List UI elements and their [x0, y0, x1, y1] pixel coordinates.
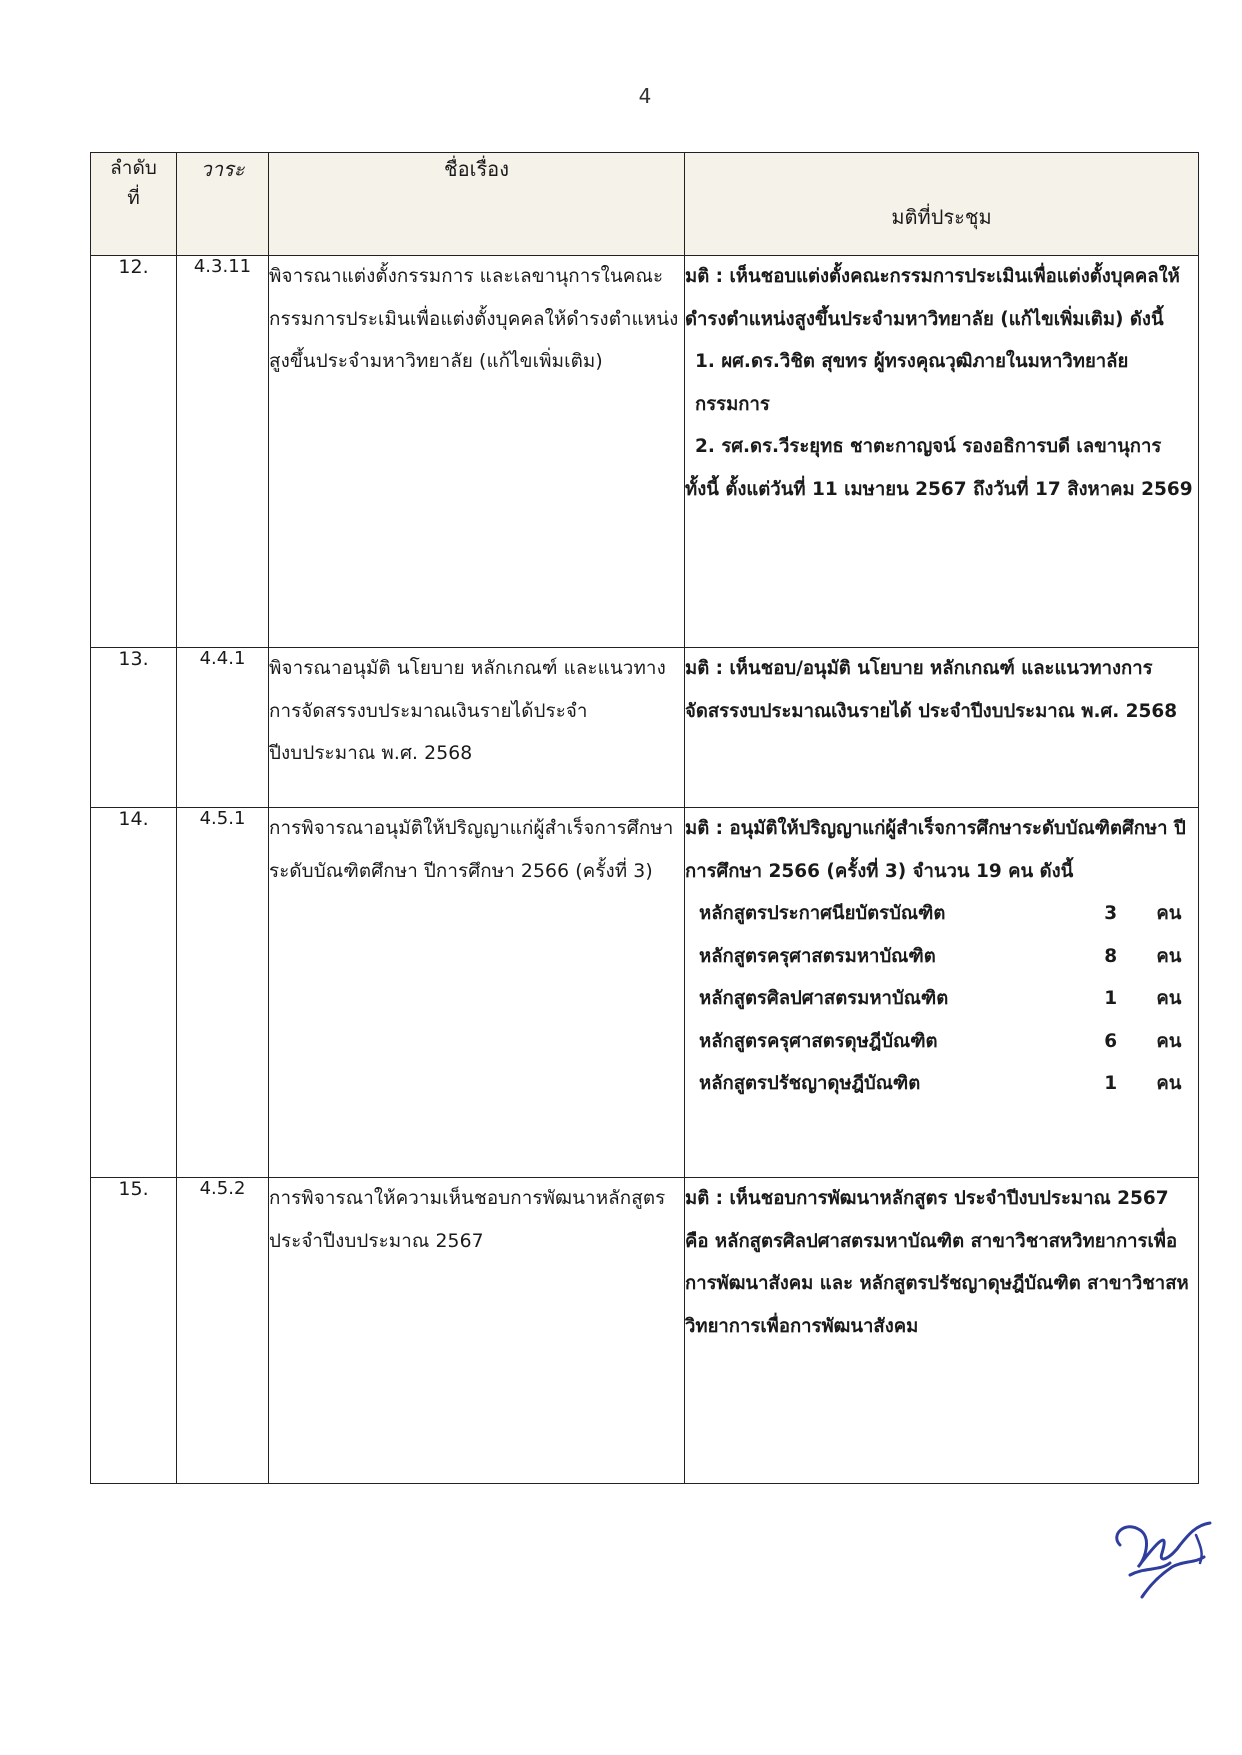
page-number: 4 — [638, 84, 652, 108]
row-subject: การพิจารณาอนุมัติให้ปริญญาแก่ผู้สำเร็จการศึกษาระดับบัณฑิตศึกษา ปีการศึกษา 2566 (ครั้งที่ 3) — [269, 808, 685, 1178]
degree-count: 3 — [1104, 903, 1118, 924]
resolution-line: มติ : เห็นชอบ/อนุมัติ นโยบาย หลักเกณฑ์ และแนวทางการจัดสรรงบประมาณเงินรายได้ ประจำปีงบประมาณ พ.ศ. 2568 — [685, 658, 1178, 722]
degree-list — [685, 893, 1198, 1106]
row-agenda: 4.3.11 — [177, 256, 269, 648]
degree-row — [699, 936, 1198, 979]
row-agenda: 4.4.1 — [177, 648, 269, 808]
header-subject: ชื่อเรื่อง — [269, 153, 685, 256]
table-row — [91, 256, 1199, 648]
degree-row — [699, 1021, 1198, 1064]
table-row — [91, 808, 1199, 1178]
header-order-line1: ลำดับ — [110, 157, 157, 179]
row-subject: การพิจารณาให้ความเห็นชอบการพัฒนาหลักสูตร ประจำปีงบประมาณ 2567 — [269, 1178, 685, 1484]
row-agenda: 4.5.2 — [177, 1178, 269, 1484]
row-resolution — [685, 648, 1199, 808]
resolution-line: 1. ผศ.ดร.วิชิต สุขทร ผู้ทรงคุณวุฒิภายในมหาวิทยาลัย กรรมการ — [695, 351, 1129, 415]
row-subject: พิจารณาแต่งตั้งกรรมการ และเลขานุการในคณะกรรมการประเมินเพื่อแต่งตั้งบุคคลให้ดำรงตำแหน่งสูงขึ้นประจำมหาวิทยาลัย (แก้ไขเพิ่มเติม) — [269, 256, 685, 648]
row-number: 15. — [91, 1178, 177, 1484]
degree-row — [699, 1063, 1198, 1106]
header-order-line2: ที่ — [127, 187, 140, 209]
resolution-line: มติ : เห็นชอบการพัฒนาหลักสูตร ประจำปีงบประมาณ 2567 คือ หลักสูตรศิลปศาสตรมหาบัณฑิต สาขาวิชาสหวิทยาการเพื่อการพัฒนาสังคม และ หลักสูตรปรัชญาดุษฎีบัณฑิต สาขาวิชาสหวิทยาการเพื่อการพัฒนาสังคม — [685, 1188, 1189, 1337]
degree-name: หลักสูตรครุศาสตรมหาบัณฑิต — [699, 945, 936, 967]
degree-row — [699, 978, 1198, 1021]
header-agenda: วาระ — [177, 153, 269, 256]
row-resolution — [685, 1178, 1199, 1484]
table-row — [91, 648, 1199, 808]
row-resolution — [685, 256, 1199, 648]
degree-unit: คน — [1156, 988, 1182, 1009]
degree-count: 6 — [1104, 1030, 1118, 1052]
degree-unit: คน — [1156, 903, 1182, 924]
resolution-line: มติ : อนุมัติให้ปริญญาแก่ผู้สำเร็จการศึกษาระดับบัณฑิตศึกษา ปีการศึกษา 2566 (ครั้งที่ 3) จำนวน 19 คน ดังนี้ — [685, 818, 1186, 882]
signature-mark — [1100, 1505, 1230, 1615]
resolution-line: ทั้งนี้ ตั้งแต่วันที่ 11 เมษายน 2567 ถึงวันที่ 17 สิงหาคม 2569 — [685, 478, 1193, 500]
row-number: 13. — [91, 648, 177, 808]
header-order — [91, 153, 177, 256]
degree-unit: คน — [1156, 1073, 1182, 1094]
header-row — [91, 153, 1199, 256]
row-number: 12. — [91, 256, 177, 648]
resolution-line: 2. รศ.ดร.วีระยุทธ ชาตะกาญจน์ รองอธิการบดี เลขานุการ — [695, 436, 1162, 457]
row-agenda: 4.5.1 — [177, 808, 269, 1178]
minutes-table — [90, 152, 1199, 1484]
degree-count: 1 — [1104, 1073, 1118, 1094]
row-subject: พิจารณาอนุมัติ นโยบาย หลักเกณฑ์ และแนวทางการจัดสรรงบประมาณเงินรายได้ประจำปีงบประมาณ พ.ศ. 2568 — [269, 648, 685, 808]
degree-row — [699, 893, 1198, 936]
degree-unit: คน — [1156, 945, 1182, 967]
degree-name: หลักสูตรศิลปศาสตรมหาบัณฑิต — [699, 988, 949, 1009]
degree-name: หลักสูตรประกาศนียบัตรบัณฑิต — [699, 903, 946, 924]
row-number: 14. — [91, 808, 177, 1178]
degree-name: หลักสูตรปรัชญาดุษฎีบัณฑิต — [699, 1073, 921, 1094]
row-resolution — [685, 808, 1199, 1178]
degree-name: หลักสูตรครุศาสตรดุษฎีบัณฑิต — [699, 1030, 938, 1052]
resolution-line: มติ : เห็นชอบแต่งตั้งคณะกรรมการประเมินเพื่อแต่งตั้งบุคคลให้ดำรงตำแหน่งสูงขึ้นประจำมหาวิทยาลัย (แก้ไขเพิ่มเติม) ดังนี้ — [685, 266, 1180, 330]
degree-count: 1 — [1104, 988, 1118, 1009]
degree-unit: คน — [1156, 1030, 1182, 1052]
degree-count: 8 — [1104, 945, 1118, 967]
header-resolution: มติที่ประชุม — [685, 153, 1199, 256]
table-row — [91, 1178, 1199, 1484]
